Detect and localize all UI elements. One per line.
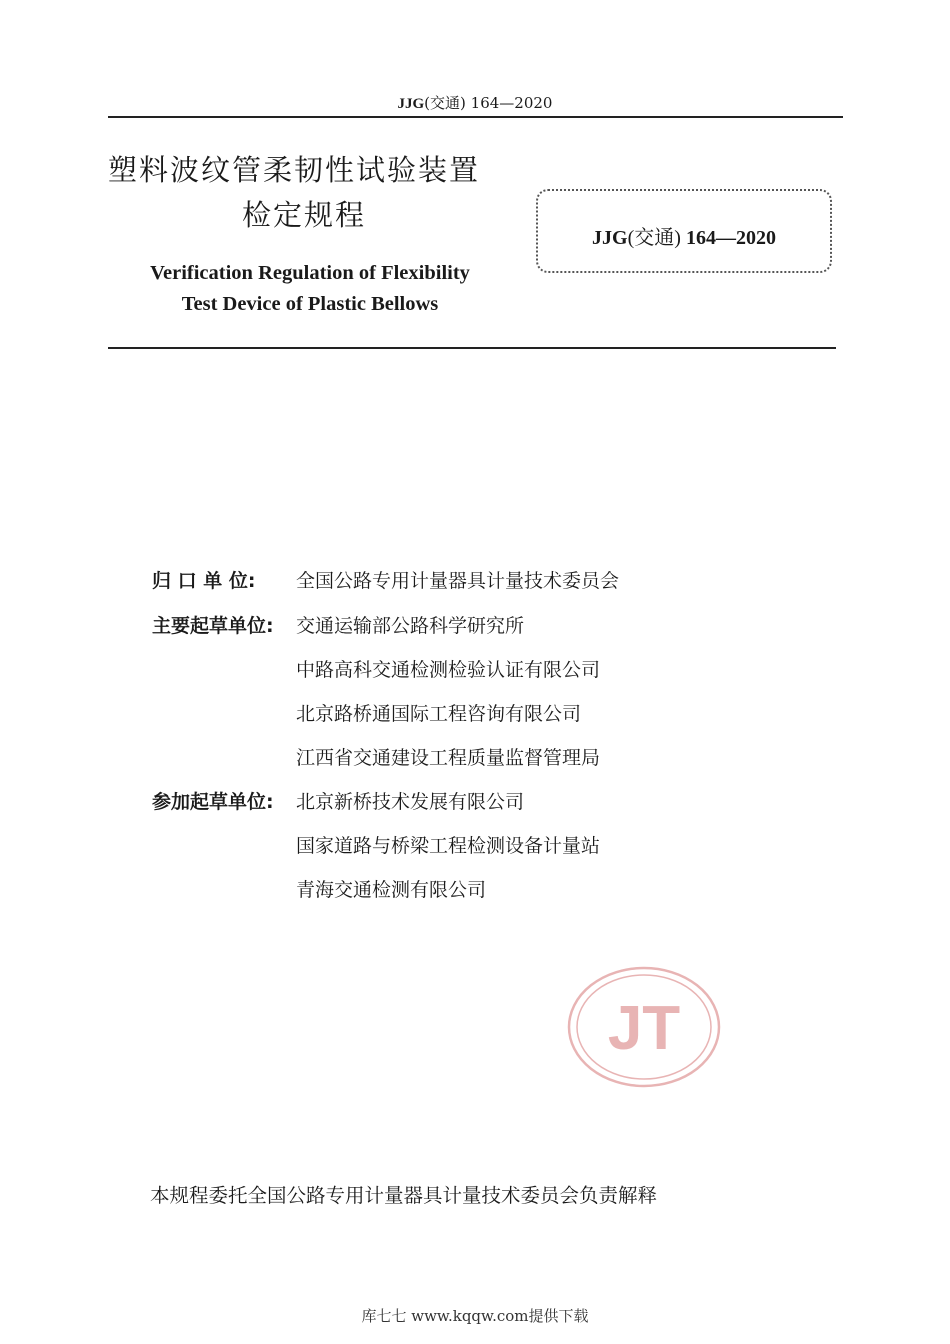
main-drafting-item: 中路高科交通检测检验认证有限公司	[296, 659, 601, 681]
standard-code-box-text	[536, 221, 832, 250]
header-code-paren: (交通)	[424, 94, 466, 112]
responsible-unit-value: 全国公路专用计量器具计量技术委员会	[296, 570, 620, 592]
code-box-number: 164—2020	[685, 227, 776, 249]
main-drafting-item: 交通运输部公路科学研究所	[296, 615, 525, 637]
title-rule	[108, 347, 836, 349]
title-en-line1: Verification Regulation of Flexibility	[150, 262, 470, 284]
main-drafting-label: 主要起草单位:	[152, 615, 274, 637]
title-zh-line2: 检定规程	[242, 198, 367, 232]
participating-item: 青海交通检测有限公司	[296, 879, 487, 901]
title-en	[100, 258, 520, 320]
participating-item: 北京新桥技术发展有限公司	[296, 791, 525, 813]
download-watermark: 库七七 www.kqqw.com提供下载	[361, 1307, 589, 1325]
title-en-line2: Test Device of Plastic Bellows	[181, 293, 439, 315]
header-code-latin: JJG	[397, 96, 425, 112]
code-box-paren: (交通)	[627, 227, 681, 249]
interpretation-note: 本规程委托全国公路专用计量器具计量技术委员会负责解释	[150, 1184, 658, 1207]
seal-text: JT	[607, 994, 681, 1063]
participating-label: 参加起草单位:	[152, 791, 274, 813]
participating-item: 国家道路与桥梁工程检测设备计量站	[296, 835, 601, 857]
header-code-number: 164—2020	[470, 94, 553, 112]
main-drafting-item: 北京路桥通国际工程咨询有限公司	[296, 703, 582, 725]
code-box-latin: JJG	[592, 227, 628, 249]
main-drafting-item: 江西省交通建设工程质量监督管理局	[296, 747, 601, 769]
header-standard-code	[0, 92, 950, 113]
jt-seal-logo	[566, 965, 722, 1089]
responsible-unit-label: 归 口 单 位:	[152, 570, 256, 592]
header-rule	[108, 116, 843, 118]
title-zh-line1: 塑料波纹管柔韧性试验装置	[108, 153, 481, 187]
